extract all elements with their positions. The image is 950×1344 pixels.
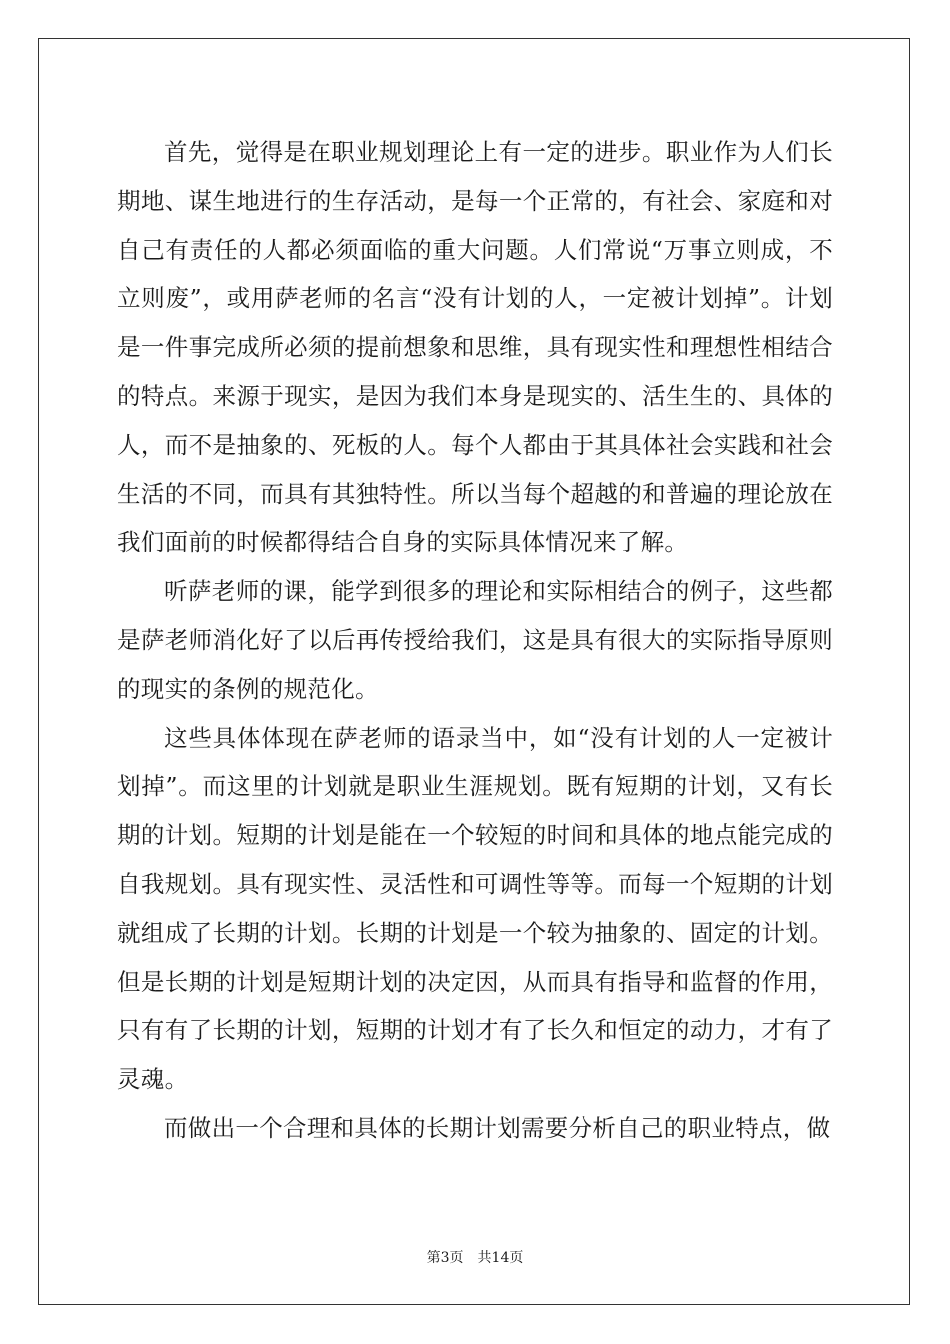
paragraph-3: 这些具体体现在萨老师的语录当中，如“没有计划的人一定被计划掉”。而这里的计划就是职业生涯规划。既有短期的计划，又有长期的计划。短期的计划是能在一个较短的时间和具体的地点能完成的自我规划。具有现实性、灵活性和可调性等等。而每一个短期的计划就组成了长期的计划。长期的计划是一个较为抽象的、固定的计划。但是长期的计划是短期计划的决定因，从而具有指导和监督的作用，只有有了长期的计划，短期的计划才有了长久和恒定的动力，才有了灵魂。 <box>117 723 833 1094</box>
paragraph-1: 首先，觉得是在职业规划理论上有一定的进步。职业作为人们长期地、谋生地进行的生存活动，是每一个正常的，有社会、家庭和对自己有责任的人都必须面临的重大问题。人们常说“万事立则成，不立则废”，或用萨老师的名言“没有计划的人，一定被计划掉”。计划是一件事完成所必须的提前想象和思维，具有现实性和理想性相结合的特点。来源于现实，是因为我们本身是现实的、活生生的、具体的人，而不是抽象的、死板的人。每个人都由于其具体社会实践和社会生活的不同，而具有其独特性。所以当每个超越的和普遍的理论放在我们面前的时候都得结合自身的实际具体情况来了解。 <box>117 138 833 557</box>
total-page-count: 共14页 <box>477 1250 524 1266</box>
document-body <box>117 128 833 1153</box>
page-footer <box>0 1247 950 1267</box>
paragraph-2: 听萨老师的课，能学到很多的理论和实际相结合的例子，这些都是萨老师消化好了以后再传授给我们，这是具有很大的实际指导原则的现实的条例的规范化。 <box>117 577 833 703</box>
paragraph-4: 而做出一个合理和具体的长期计划需要分析自己的职业特点，做 <box>164 1113 831 1142</box>
current-page-number: 第3页 <box>426 1250 464 1266</box>
